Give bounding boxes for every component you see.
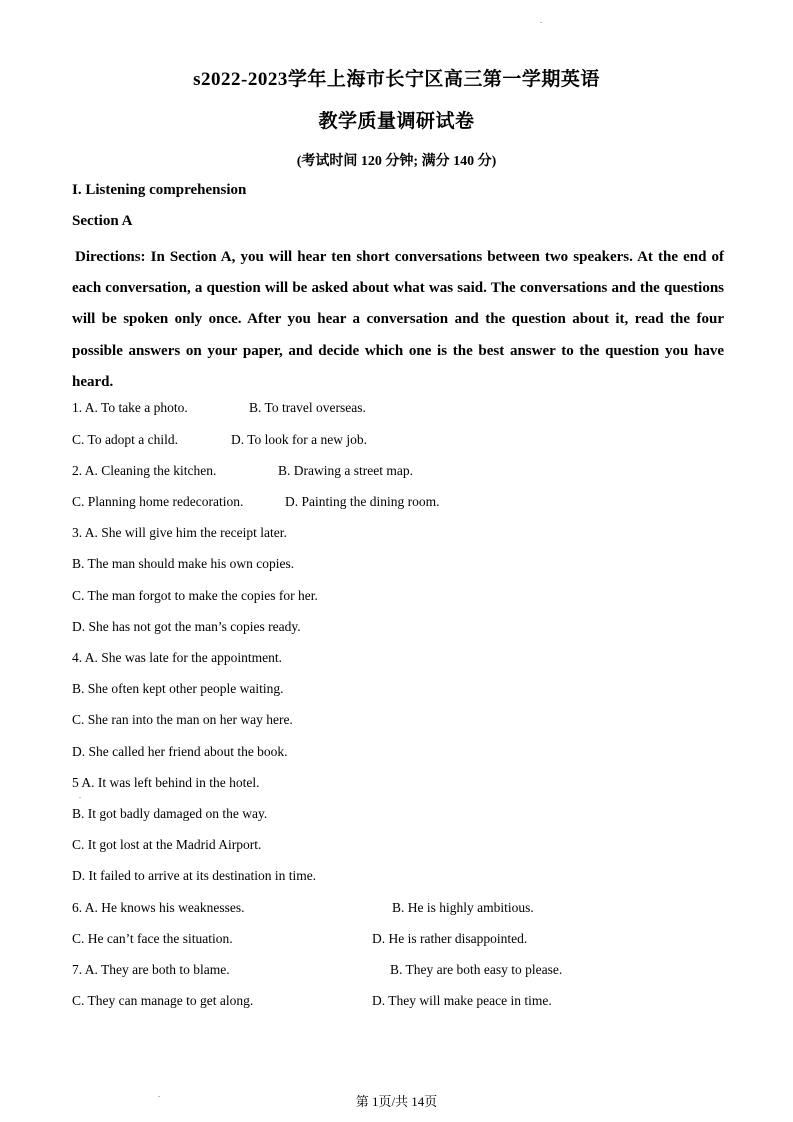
q6-option-c: C. He can’t face the situation. [72,931,233,946]
q6-option-a: 6. A. He knows his weaknesses. [72,900,245,915]
part-heading: I. Listening comprehension [72,182,247,198]
q5-option-c: C. It got lost at the Madrid Airport. [72,837,262,852]
q3-option-a: 3. A. She will give him the receipt later. [72,525,287,540]
q5-option-b: B. It got badly damaged on the way. [72,806,268,821]
q5-option-a: 5 A. It was left behind in the hotel. [72,775,260,790]
q6-option-b: B. He is highly ambitious. [392,900,534,915]
q1-option-a: 1. A. To take a photo. [72,400,188,415]
q1-option-d: D. To look for a new job. [231,432,368,447]
q3-option-c: C. The man forgot to make the copies for her. [72,588,318,603]
q5-option-d: D. It failed to arrive at its destination in time. [72,868,317,883]
q4-option-d: D. She called her friend about the book. [72,744,288,759]
section-heading: Section A [72,213,133,229]
q4-option-a: 4. A. She was late for the appointment. [72,650,282,665]
q2-option-b: B. Drawing a street map. [278,463,413,478]
q1-option-c: C. To adopt a child. [72,432,179,447]
exam-title-line-2: 教学质量调研试卷 [318,111,475,132]
q3-option-d: D. She has not got the man’s copies ready. [72,619,301,634]
page-footer: 第 1页/共 14页 [355,1094,438,1109]
directions-paragraph: Directions: In Section A, you will hear ten short conversations between two speakers. At the end of each conversation, a question will be asked about what was said. The conversations and the questions will be spoken only once. After you hear a conversation and the question about it, read the four possible answers on your paper, and decide which one is the best answer to the question you have heard. [72,249,724,390]
q2-option-d: D. Painting the dining room. [285,494,440,509]
q6-option-d: D. He is rather disappointed. [372,931,528,946]
q4-option-c: C. She ran into the man on her way here. [72,712,293,727]
q3-option-b: B. The man should make his own copies. [72,556,295,571]
exam-title-line-1: s2022-2023学年上海市长宁区高三第一学期英语 [193,69,600,90]
exam-subtitle: (考试时间 120 分钟; 满分 140 分) [296,154,497,169]
q7-option-d: D. They will make peace in time. [372,993,552,1008]
scan-mark [79,797,81,798]
scan-mark [540,22,542,23]
q4-option-b: B. She often kept other people waiting. [72,681,284,696]
q7-option-c: C. They can manage to get along. [72,993,254,1008]
q2-option-a: 2. A. Cleaning the kitchen. [72,463,217,478]
q1-option-b: B. To travel overseas. [249,400,366,415]
q7-option-a: 7. A. They are both to blame. [72,962,230,977]
q7-option-b: B. They are both easy to please. [390,962,563,977]
q2-option-c: C. Planning home redecoration. [72,494,244,509]
